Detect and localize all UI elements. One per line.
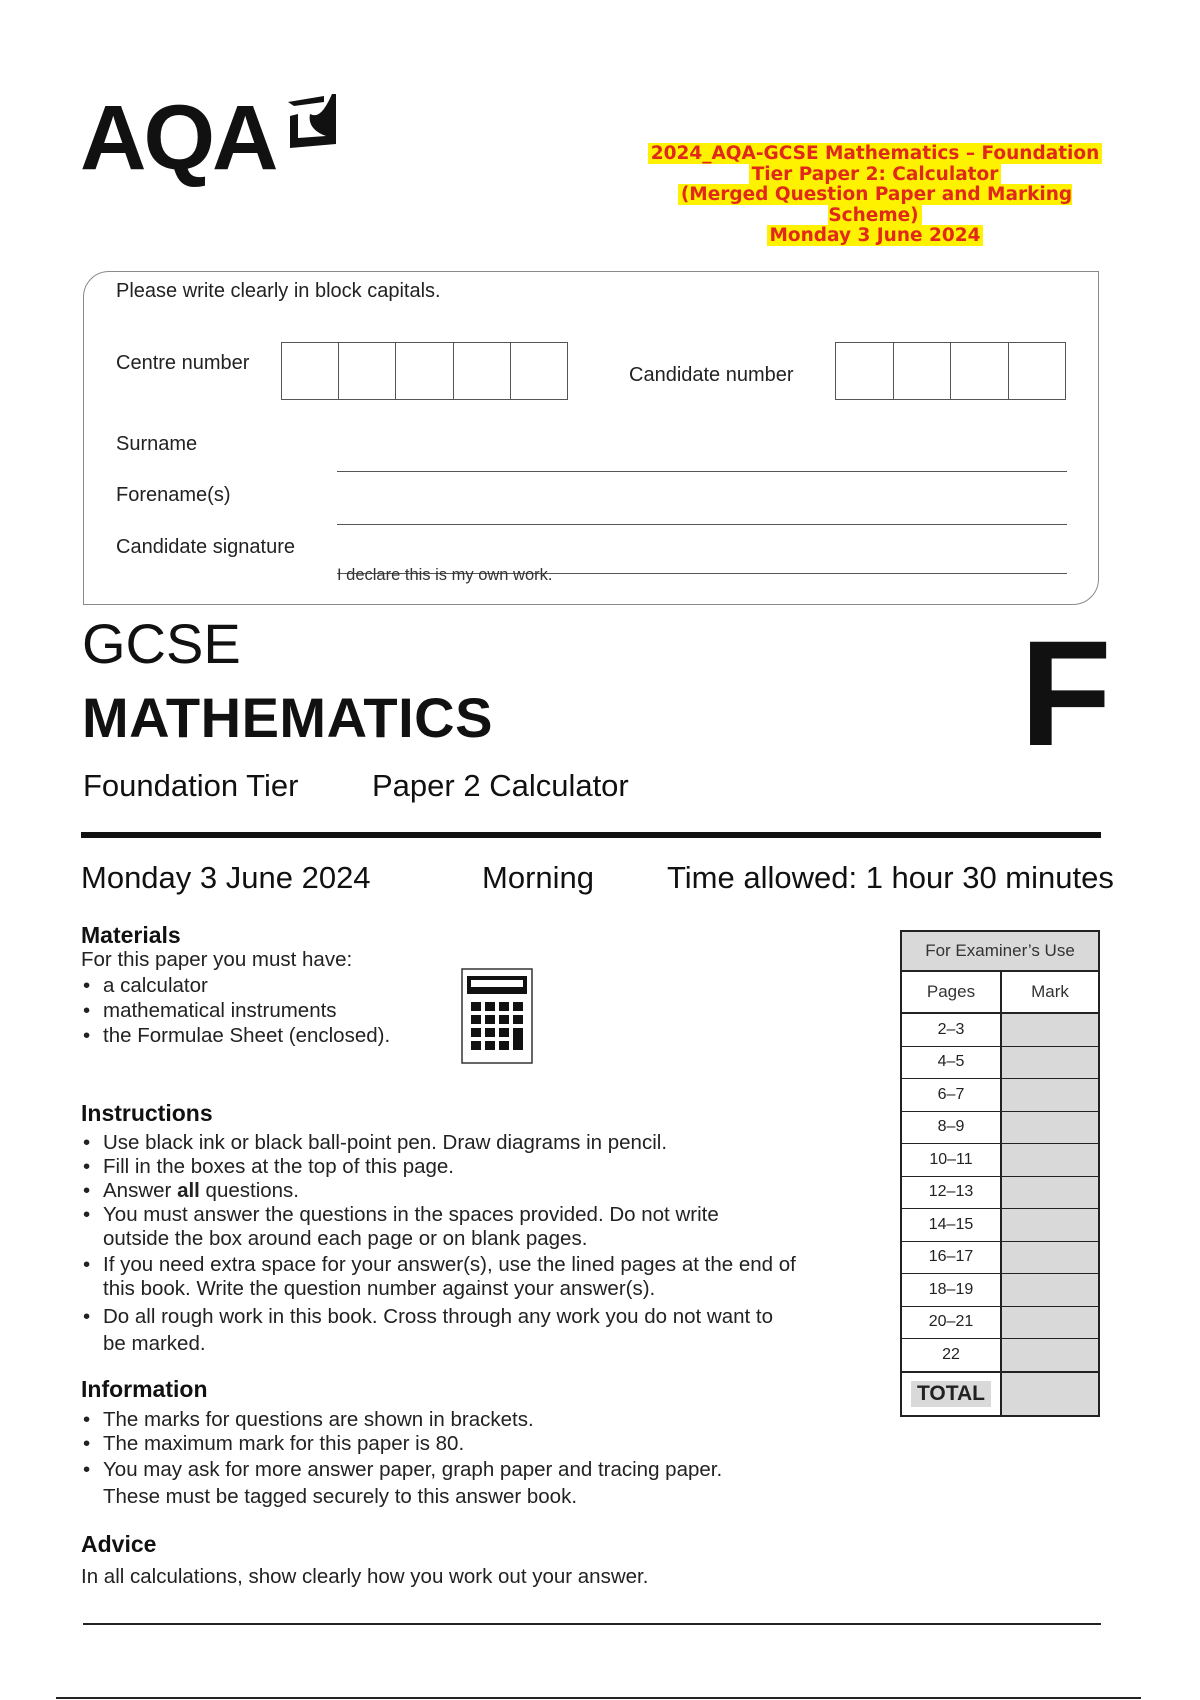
- mark-cell[interactable]: [1002, 1144, 1098, 1176]
- forenames-label: Forename(s): [116, 484, 231, 506]
- mark-cell[interactable]: [1002, 1079, 1098, 1111]
- list-item-text: The maximum mark for this paper is 80.: [103, 1432, 465, 1455]
- examiner-use-table: [900, 930, 1100, 1417]
- total-mark-cell[interactable]: [1002, 1373, 1098, 1415]
- bottom-divider: [83, 1623, 1101, 1625]
- list-item: [81, 1131, 881, 1155]
- list-item-text: You may ask for more answer paper, graph paper and tracing paper.: [103, 1458, 723, 1481]
- information-list: [81, 1408, 881, 1510]
- list-item-text: Do all rough work in this book. Cross through any work you do not want to: [103, 1305, 774, 1328]
- list-item: [81, 1203, 881, 1251]
- pages-cell: 12–13: [902, 1177, 1002, 1209]
- list-item-text: The marks for questions are shown in brackets.: [103, 1408, 534, 1431]
- table-row: [902, 1014, 1098, 1047]
- digit-box[interactable]: [511, 343, 567, 399]
- title-divider: [81, 832, 1101, 838]
- banner-line-2: Tier Paper 2: Calculator: [749, 164, 1002, 185]
- subject-title: MATHEMATICS: [82, 686, 493, 749]
- pages-cell: 8–9: [902, 1112, 1002, 1144]
- list-item: [81, 1253, 881, 1301]
- list-item-text: These must be tagged securely to this answer book.: [103, 1485, 578, 1508]
- exam-session: Morning: [482, 860, 594, 895]
- digit-box[interactable]: [951, 343, 1009, 399]
- surname-write-line[interactable]: [337, 471, 1067, 472]
- total-row: [902, 1372, 1098, 1415]
- list-item-text: If you need extra space for your answer(s), use the lined pages at the end of: [103, 1253, 796, 1276]
- mark-cell[interactable]: [1002, 1307, 1098, 1339]
- list-item-text: questions.: [199, 1179, 300, 1202]
- list-item-text: Fill in the boxes at the top of this page.: [103, 1155, 454, 1178]
- aqa-leaf-mark-icon: [284, 92, 340, 152]
- mark-cell[interactable]: [1002, 1112, 1098, 1144]
- signature-label: Candidate signature: [116, 536, 296, 558]
- list-item-text: this book. Write the question number against your answer(s).: [103, 1277, 656, 1300]
- list-item-text: Use black ink or black ball-point pen. Draw diagrams in pencil.: [103, 1131, 668, 1154]
- list-item-text: be marked.: [103, 1332, 206, 1355]
- table-row: [902, 1339, 1098, 1372]
- candidate-number-label: Candidate number: [629, 364, 794, 386]
- aqa-logo-text: AQA: [80, 87, 276, 189]
- document-banner: [640, 144, 1110, 247]
- table-row: [902, 1307, 1098, 1340]
- tier-letter: F: [1020, 609, 1112, 777]
- pages-cell: 4–5: [902, 1047, 1002, 1079]
- total-label: TOTAL: [911, 1381, 991, 1407]
- mark-cell[interactable]: [1002, 1014, 1098, 1046]
- information-heading: Information: [81, 1376, 208, 1402]
- list-item: [81, 1303, 881, 1357]
- centre-number-label: Centre number: [116, 352, 250, 374]
- table-row: [902, 1144, 1098, 1177]
- digit-box[interactable]: [894, 343, 952, 399]
- list-item: [81, 1408, 881, 1432]
- materials-list: [81, 973, 481, 1048]
- pages-column-header: Pages: [902, 972, 1002, 1012]
- list-item: [81, 1179, 881, 1203]
- list-item-text: Answer: [103, 1179, 178, 1202]
- tier-label: Foundation Tier: [83, 768, 299, 803]
- advice-heading: Advice: [81, 1531, 157, 1557]
- list-item-text: outside the box around each page or on blank pages.: [103, 1227, 588, 1250]
- digit-box[interactable]: [282, 343, 339, 399]
- mark-column-header: Mark: [1002, 972, 1098, 1012]
- table-row: [902, 1047, 1098, 1080]
- mark-cell[interactable]: [1002, 1209, 1098, 1241]
- mark-cell[interactable]: [1002, 1177, 1098, 1209]
- emphasis-text: all: [177, 1179, 200, 1202]
- pages-cell: 22: [902, 1339, 1002, 1371]
- centre-number-boxes[interactable]: [281, 342, 568, 400]
- instructions-heading: Instructions: [81, 1100, 213, 1126]
- time-allowed: Time allowed: 1 hour 30 minutes: [667, 860, 1114, 895]
- digit-box[interactable]: [836, 343, 894, 399]
- list-item-text: You must answer the questions in the spaces provided. Do not write: [103, 1203, 719, 1226]
- digit-box[interactable]: [1009, 343, 1066, 399]
- banner-line-4: Monday 3 June 2024: [767, 225, 984, 246]
- table-row: [902, 1112, 1098, 1145]
- digit-box[interactable]: [396, 343, 453, 399]
- instructions-list: [81, 1131, 881, 1357]
- page-edge-line: [56, 1697, 1141, 1699]
- declaration-text: I declare this is my own work.: [337, 566, 553, 584]
- pages-cell: 20–21: [902, 1307, 1002, 1339]
- paper-label: Paper 2 Calculator: [372, 768, 629, 803]
- advice-text: In all calculations, show clearly how you work out your answer.: [81, 1565, 649, 1588]
- total-label-cell: [902, 1373, 1002, 1415]
- examiner-table-header-row: [902, 972, 1098, 1014]
- table-row: [902, 1177, 1098, 1210]
- pages-cell: 18–19: [902, 1274, 1002, 1306]
- examiner-table-title: For Examiner’s Use: [902, 932, 1098, 972]
- pages-cell: 6–7: [902, 1079, 1002, 1111]
- list-item: • mathematical instruments: [81, 998, 481, 1023]
- table-row: [902, 1274, 1098, 1307]
- surname-label: Surname: [116, 433, 198, 455]
- pages-cell: 2–3: [902, 1014, 1002, 1046]
- mark-cell[interactable]: [1002, 1339, 1098, 1371]
- list-item: [81, 1456, 881, 1510]
- block-capitals-instruction: Please write clearly in block capitals.: [116, 280, 441, 302]
- forenames-write-line[interactable]: [337, 524, 1067, 525]
- banner-line-1: 2024_AQA-GCSE Mathematics – Foundation: [648, 143, 1103, 164]
- table-row: [902, 1079, 1098, 1112]
- table-row: [902, 1209, 1098, 1242]
- digit-box[interactable]: [339, 343, 396, 399]
- list-item: [81, 1432, 881, 1456]
- pages-cell: 10–11: [902, 1144, 1002, 1176]
- exam-date: Monday 3 June 2024: [81, 860, 371, 895]
- mark-cell[interactable]: [1002, 1274, 1098, 1306]
- pages-cell: 16–17: [902, 1242, 1002, 1274]
- materials-intro: For this paper you must have:: [81, 948, 353, 971]
- candidate-number-boxes[interactable]: [835, 342, 1066, 400]
- list-item: • a calculator: [81, 973, 481, 998]
- pages-cell: 14–15: [902, 1209, 1002, 1241]
- materials-heading: Materials: [81, 922, 181, 948]
- banner-line-3: (Merged Question Paper and Marking Scheme): [678, 184, 1072, 226]
- mark-cell[interactable]: [1002, 1242, 1098, 1274]
- digit-box[interactable]: [454, 343, 511, 399]
- list-item: [81, 1155, 881, 1179]
- list-item: • the Formulae Sheet (enclosed).: [81, 1023, 481, 1048]
- mark-cell[interactable]: [1002, 1047, 1098, 1079]
- table-row: [902, 1242, 1098, 1275]
- qualification-title: GCSE: [82, 612, 241, 675]
- calculator-icon: [461, 968, 533, 1064]
